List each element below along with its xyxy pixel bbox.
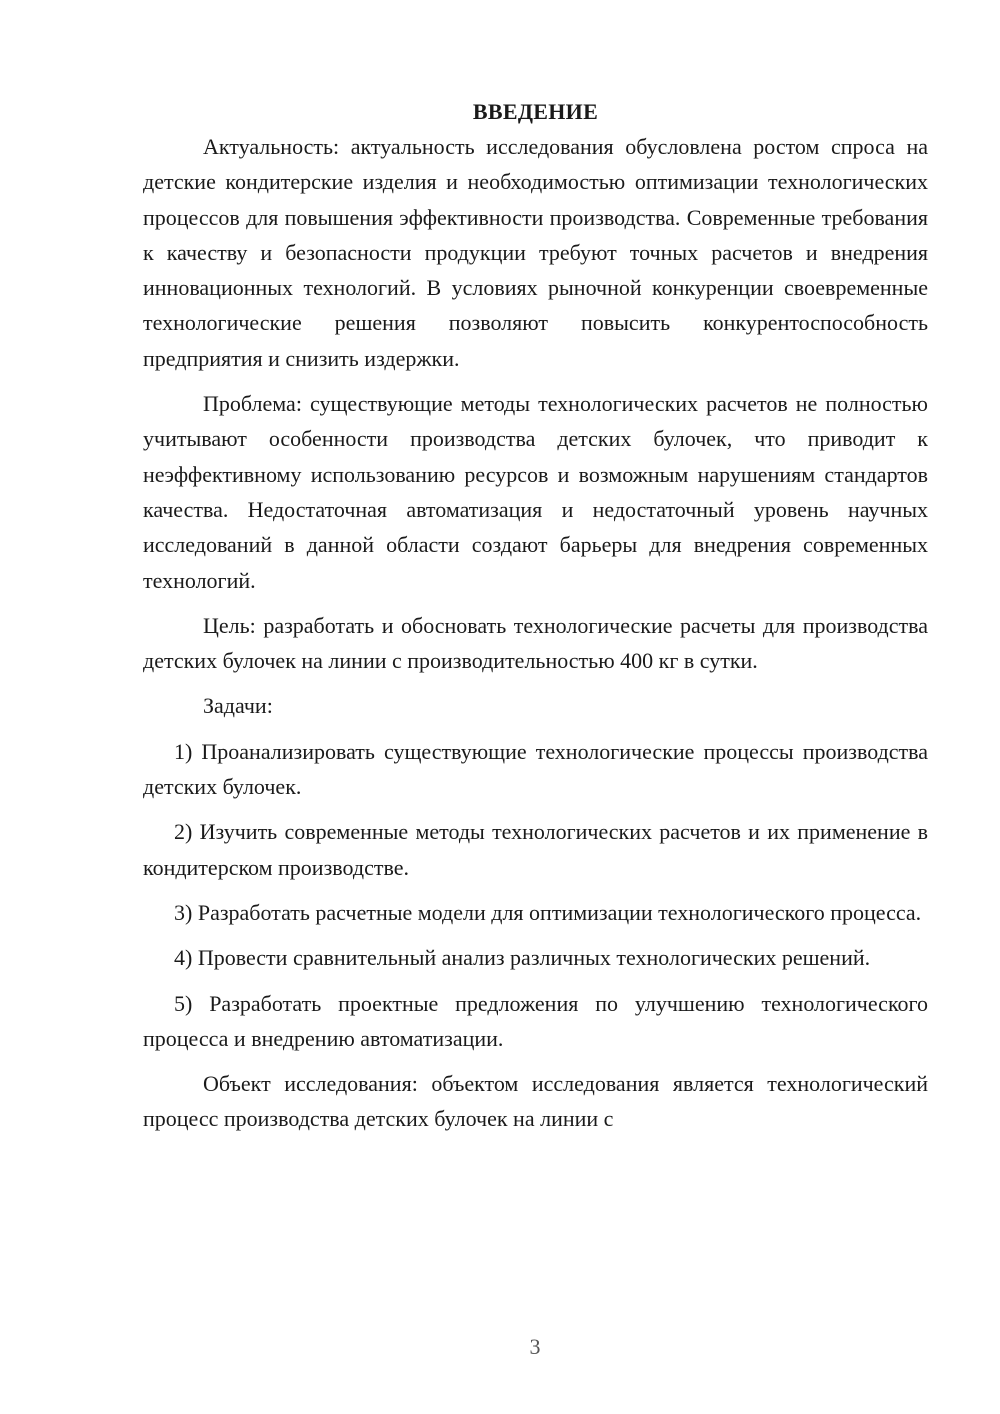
task-text: Разработать расчетные модели для оптимизации технологического процесса. (197, 899, 922, 925)
task-text: Разработать проектные предложения по улучшению технологического процесса и внедрению автоматизации. (143, 990, 928, 1051)
task-item-1 (143, 734, 928, 805)
paragraph-tasks-heading: Задачи: (203, 693, 273, 719)
task-text: Проанализировать существующие технологические процессы производства детских булочек. (143, 738, 928, 800)
task-item-3 (143, 895, 928, 930)
task-text: Провести сравнительный анализ различных технологических решений. (197, 945, 871, 971)
paragraph-relevance: Актуальность: актуальность исследования обусловлена ростом спроса на детские кондитерские изделия и необходимостью оптимизации технологических процессов для повышения эффективности производства. Современные требования к качеству и безопасности продукции требуют точных расчетов и внедрения инновационных технологий. В условиях рыночной конкуренции своевременные технологические решения позволяют повысить конкурентоспособность предприятия и снизить издержки. (143, 134, 928, 371)
task-number: 4) (174, 945, 193, 971)
task-text: Изучить современные методы технологических расчетов и их применение в кондитерском производстве. (143, 819, 929, 880)
task-number: 3) (174, 899, 193, 925)
section-title: ВВЕДЕНИЕ (472, 99, 599, 124)
page-number: 3 (529, 1334, 541, 1359)
task-item-2 (143, 814, 928, 885)
task-number: 1) (174, 738, 193, 764)
paragraph-problem: Проблема: существующие методы технологических расчетов не полностью учитывают особенности производства детских булочек, что приводит к неэффективному использованию ресурсов и возможным нарушениям стандартов качества. Недостаточная автоматизация и недостаточный уровень научных исследований в данной области создают барьеры для внедрения современных технологий. (143, 391, 928, 593)
paragraph-object: Объект исследования: объектом исследования является технологический процесс производства детских булочек на линии с (143, 1071, 928, 1132)
task-number: 2) (174, 819, 193, 845)
paragraph-goal: Цель: разработать и обосновать технологические расчеты для производства детских булочек на линии с производительностью 400 кг в сутки. (143, 612, 928, 674)
task-item-5 (143, 986, 928, 1057)
task-number: 5) (174, 990, 193, 1016)
document-page (143, 94, 928, 1137)
task-item-4 (143, 940, 928, 975)
